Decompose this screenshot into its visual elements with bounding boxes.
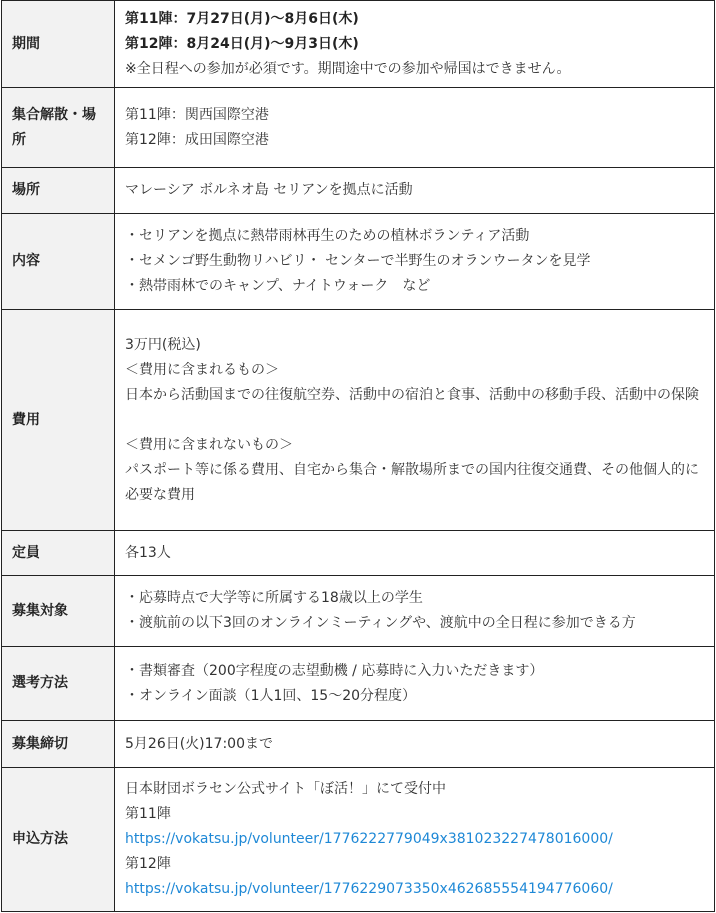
value-cost	[115, 310, 715, 531]
table-row-location	[2, 168, 715, 214]
content-line-2: ・セメンゴ野生動物リハビリ・ センターで半野生のオランウータンを見学	[125, 253, 591, 269]
label-meeting-place: 集合解散・場所	[2, 88, 115, 168]
table-row-eligibility	[2, 576, 715, 647]
table-row-meeting-place	[2, 88, 715, 168]
label-selection: 選考方法	[2, 647, 115, 721]
recruitment-info-table	[1, 0, 715, 912]
value-meeting-place	[115, 88, 715, 168]
table-row-selection	[2, 647, 715, 721]
application-batch-11: 第11陣	[125, 806, 171, 822]
table-row-deadline	[2, 721, 715, 768]
value-deadline: 5月26日(火)17:00まで	[115, 721, 715, 768]
selection-line-1: ・書類審査（200字程度の志望動機 / 応募時に入力いただきます）	[125, 662, 544, 679]
table-row-period	[2, 1, 715, 88]
period-note: ※全日程への参加が必須です。期間途中での参加や帰国はできません。	[125, 60, 571, 77]
value-selection	[115, 647, 715, 721]
application-intro: 日本財団ボラセン公式サイト「ぼ活！」にて受付中	[125, 781, 447, 797]
application-link-11[interactable]: https://vokatsu.jp/volunteer/1776222779049x381023227478016000/	[125, 831, 613, 847]
table-row-capacity	[2, 531, 715, 576]
table-row-application	[2, 768, 715, 912]
label-eligibility: 募集対象	[2, 576, 115, 647]
value-eligibility	[115, 576, 715, 647]
period-line-1: 第11陣：7月27日(月)～8月6日(木)	[125, 10, 359, 27]
table-row-cost	[2, 310, 715, 531]
cost-included-heading: ＜費用に含まれるもの＞	[125, 361, 279, 378]
cost-spacer	[125, 408, 704, 433]
cost-included-text: 日本から活動国までの往復航空券、活動中の宿泊と食事、活動中の移動手段、活動中の保険	[125, 386, 699, 403]
cost-price: 3万円(税込)	[125, 336, 201, 353]
application-link-12[interactable]: https://vokatsu.jp/volunteer/1776229073350x462685554194776060/	[125, 881, 613, 897]
cost-excluded-heading: ＜費用に含まれないもの＞	[125, 436, 293, 453]
meeting-line-1: 第11陣：関西国際空港	[125, 106, 269, 123]
label-cost: 費用	[2, 310, 115, 531]
content-line-3: ・熱帯雨林でのキャンプ、ナイトウォーク など	[125, 278, 431, 294]
label-application: 申込方法	[2, 768, 115, 912]
value-content	[115, 214, 715, 310]
label-period: 期間	[2, 1, 115, 88]
label-location: 場所	[2, 168, 115, 214]
value-capacity: 各13人	[115, 531, 715, 576]
meeting-line-2: 第12陣：成田国際空港	[125, 131, 269, 148]
value-location: マレーシア ボルネオ島 セリアンを拠点に活動	[115, 168, 715, 214]
label-content: 内容	[2, 214, 115, 310]
value-application	[115, 768, 715, 912]
eligibility-line-1: ・応募時点で大学等に所属する18歳以上の学生	[125, 590, 423, 606]
table-row-content	[2, 214, 715, 310]
selection-line-2: ・オンライン面談（1人1回、15～20分程度）	[125, 687, 417, 704]
application-batch-12: 第12陣	[125, 856, 171, 872]
eligibility-line-2: ・渡航前の以下3回のオンラインミーティングや、渡航中の全日程に参加できる方	[125, 615, 636, 631]
value-period	[115, 1, 715, 88]
content-line-1: ・セリアンを拠点に熱帯雨林再生のための植林ボランティア活動	[125, 228, 530, 244]
period-line-2: 第12陣：8月24日(月)～9月3日(木)	[125, 35, 359, 52]
cost-excluded-text: パスポート等に係る費用、自宅から集合・解散場所までの国内往復交通費、その他個人的に必要な費用	[125, 461, 699, 503]
label-capacity: 定員	[2, 531, 115, 576]
label-deadline: 募集締切	[2, 721, 115, 768]
